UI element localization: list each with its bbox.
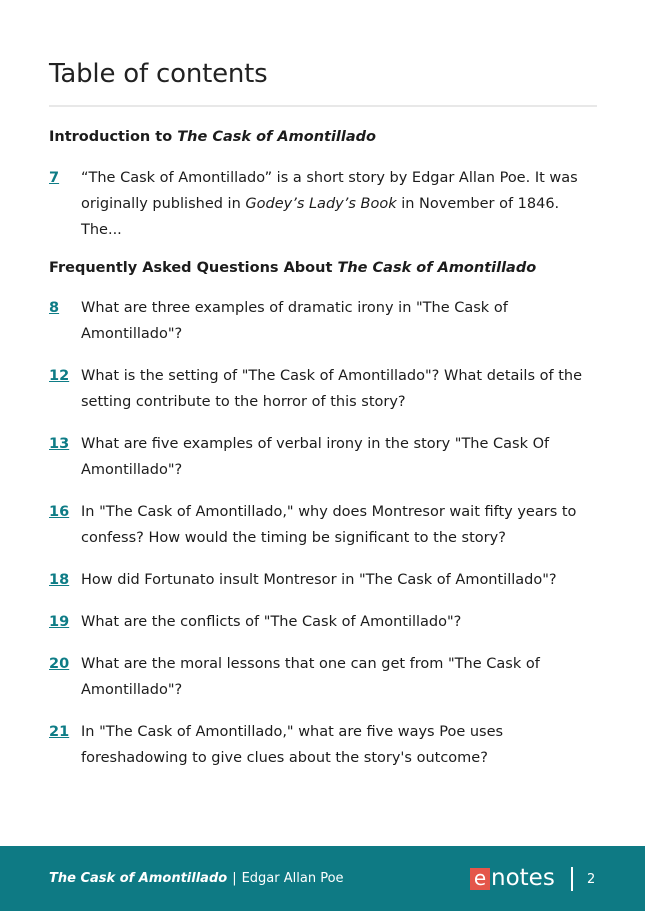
page-link[interactable]: 8 [49, 300, 60, 316]
page-title: Table of contents [49, 59, 268, 89]
page-link[interactable]: 13 [49, 436, 70, 452]
section-heading-book-title: The Cask of Amontillado [337, 260, 537, 276]
introduction-entries [49, 165, 597, 243]
section-heading-faq [49, 258, 597, 278]
section-heading-introduction [49, 127, 597, 147]
footer-book-info [49, 870, 344, 888]
footer-author: Edgar Allan Poe [241, 871, 344, 886]
toc-page [49, 56, 597, 771]
toc-entry [49, 651, 597, 703]
logo-e-mark: e [470, 868, 490, 890]
page-link[interactable]: 16 [49, 504, 70, 520]
faq-entries [49, 295, 597, 771]
entry-text-part: “The Cask of Amontillado” is a short story by Edgar Allan Poe. It was originally published in [81, 170, 578, 212]
toc-entry [49, 295, 597, 347]
page-footer [0, 846, 645, 911]
entry-text: What are the moral lessons that one can get from "The Cask of Amontillado"? [81, 656, 540, 698]
entry-text: How did Fortunato insult Montresor in "The Cask of Amontillado"? [81, 572, 557, 588]
entry-text: What is the setting of "The Cask of Amontillado"? What details of the setting contribute to the horror of this story? [81, 368, 582, 410]
title-divider [49, 105, 597, 107]
entry-text-part: in November of 1846. The... [81, 196, 560, 238]
toc-entry [49, 431, 597, 483]
toc-entry [49, 609, 597, 635]
logo-wordmark: notes [491, 865, 555, 891]
entry-text [81, 165, 597, 243]
toc-entry [49, 363, 597, 415]
entry-text: What are five examples of verbal irony in the story "The Cask Of Amontillado"? [81, 436, 550, 478]
footer-book-title: The Cask of Amontillado [49, 871, 228, 886]
page-link[interactable]: 7 [49, 170, 60, 186]
page-number: 2 [587, 872, 596, 887]
section-heading-prefix: Frequently Asked Questions About [49, 260, 338, 276]
page-link[interactable]: 20 [49, 656, 70, 672]
entry-text: In "The Cask of Amontillado," what are five ways Poe uses foreshadowing to give clues about the story's outcome? [81, 724, 504, 766]
enotes-logo[interactable] [470, 866, 555, 892]
entry-text: In "The Cask of Amontillado," why does Montresor wait fifty years to confess? How would the timing be significant to the story? [81, 504, 577, 546]
toc-entry [49, 719, 597, 771]
page-link[interactable]: 12 [49, 368, 70, 384]
page-link[interactable]: 18 [49, 572, 70, 588]
entry-text: What are the conflicts of "The Cask of Amontillado"? [81, 614, 462, 630]
entry-text-italic: Godey’s Lady’s Book [245, 196, 397, 212]
page-link[interactable]: 21 [49, 724, 70, 740]
page-link[interactable]: 19 [49, 614, 70, 630]
footer-divider [571, 867, 573, 891]
section-heading-book-title: The Cask of Amontillado [177, 129, 376, 145]
toc-entry [49, 165, 597, 243]
toc-entry [49, 567, 597, 593]
section-heading-prefix: Introduction to [49, 129, 178, 145]
toc-entry [49, 499, 597, 551]
footer-separator: | [232, 871, 237, 886]
entry-text: What are three examples of dramatic irony in "The Cask of Amontillado"? [81, 300, 508, 342]
